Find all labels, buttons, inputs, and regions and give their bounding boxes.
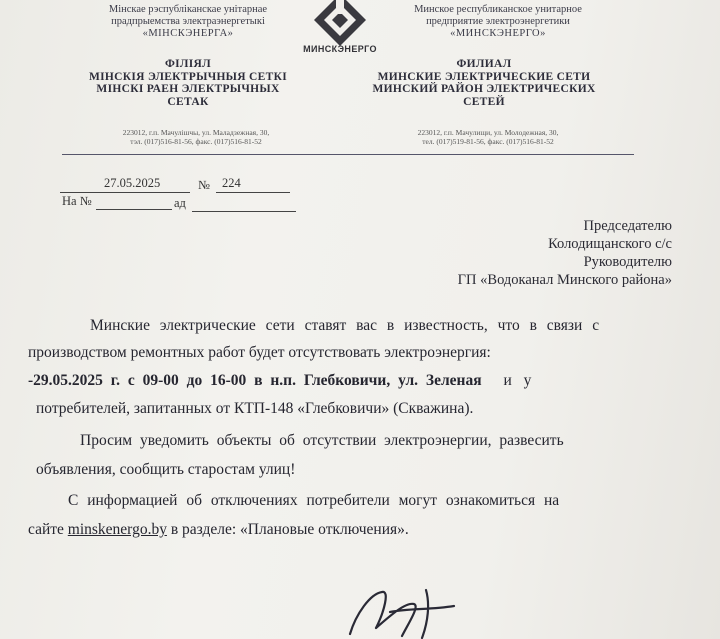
body-line [28, 399, 678, 419]
body-p4-line1: С информацией об отключениях потребители могут ознакомиться на [68, 492, 560, 509]
reference-number-underline [216, 192, 290, 193]
body-line [28, 491, 678, 511]
body-p1-line2: производством ремонтных работ будет отсутствовать электроэнергия: [28, 344, 491, 361]
logo-wordmark: МИНСКЭНЕРГО [303, 44, 377, 54]
body-line [28, 343, 678, 363]
reference-ad-underline [192, 211, 296, 212]
body-p2-rest: и у [503, 372, 532, 389]
header-left-address-line: тэл. (017)516-81-56, факс. (017)516-81-52 [130, 137, 262, 146]
header-left-branch-line: МІНСКІЯ ЭЛЕКТРЫЧНЫЯ СЕТКІ [88, 70, 288, 83]
addressee-line: Руководителю [583, 254, 672, 270]
reference-number-label: № [198, 178, 210, 192]
header-left-address-line: 223012, г.п. Мачулішчы, ул. Маладзежная, 30, [122, 128, 270, 137]
minskenergo-link[interactable]: minskenergo.by [67, 521, 167, 538]
body-line [28, 460, 678, 480]
reference-na-underline [96, 209, 172, 210]
body-p4-prefix: сайте [28, 521, 68, 538]
header-left-address [86, 128, 306, 146]
addressee-line: ГП «Водоканал Минского района» [457, 272, 672, 288]
header-right-branch-line: МИНСКИЕ ЭЛЕКТРИЧЕСКИЕ СЕТИ [377, 70, 591, 83]
header-right-address-line: тел. (017)519-81-56, факс. (017)516-81-52 [422, 137, 554, 146]
header-left-branch-line: ФІЛІЯЛ [164, 58, 212, 70]
header-left-org [78, 4, 298, 40]
header-right-branch-line: СЕТЕЙ [463, 95, 505, 108]
addressee-block [458, 217, 672, 289]
body-outage-schedule: -29.05.2025 г. с 09-00 до 16-00 в н.п. Глебковичи, ул. Зеленая [28, 372, 482, 389]
body-line [28, 371, 678, 391]
header-right-branch-line: ФИЛИАЛ [456, 58, 512, 70]
header-divider [62, 154, 634, 155]
reference-na-label: На № [62, 194, 92, 208]
header-left-org-line: Мінскае рэспубліканскае унітарнае [108, 4, 268, 15]
header-right-branch [334, 58, 634, 108]
reference-ad-label: ад [174, 196, 186, 210]
body-line [28, 431, 678, 451]
logo-diamond-icon [300, 0, 380, 48]
minskenergo-logo [300, 0, 380, 60]
header-right-org-line: «МИНСКЭНЕРГО» [450, 28, 546, 39]
reference-date: 27.05.2025 [104, 176, 161, 190]
header-left-org-line: прадпрыемства электраэнергетыкі [111, 16, 265, 27]
body-p2-line2: потребителей, запитанных от КТП-148 «Глебковичи» (Скважина). [36, 400, 474, 417]
header-left-org-line: «МІНСКЭНЕРГА» [142, 28, 234, 39]
header-right-org [378, 4, 618, 40]
addressee-line: Колодищанского с/с [548, 236, 672, 252]
body-p4-suffix: в разделе: «Плановые отключения». [166, 521, 409, 538]
signature [330, 584, 470, 639]
reference-number: 224 [222, 176, 241, 190]
body-line [28, 520, 678, 540]
body-p3-line2: объявления, сообщить старостам улиц! [36, 461, 296, 478]
header-right-branch-line: МИНСКИЙ РАЙОН ЭЛЕКТРИЧЕСКИХ [372, 83, 596, 95]
body-line [28, 316, 678, 336]
header-left-branch-line: МІНСКІ РАЕН ЭЛЕКТРЫЧНЫХ [96, 83, 280, 95]
addressee-line: Председателю [583, 218, 672, 234]
header-right-org-line: предприятие электроэнергетики [426, 16, 570, 27]
reference-date-underline [60, 192, 190, 193]
body-p1-line1: Минские электрические сети ставят вас в известность, что в связи с [90, 317, 600, 334]
header-left-branch-line: СЕТАК [167, 95, 209, 108]
body-p3-line1: Просим уведомить объекты об отсутствии электроэнергии, развесить [80, 432, 564, 449]
header-right-address-line: 223012, г.п. Мачулищи, ул. Молодежная, 30, [417, 128, 559, 137]
letter-body [28, 316, 678, 540]
header-right-address [378, 128, 598, 146]
header-left-branch [62, 58, 314, 108]
header-right-org-line: Минское республиканское унитарное [414, 4, 582, 15]
